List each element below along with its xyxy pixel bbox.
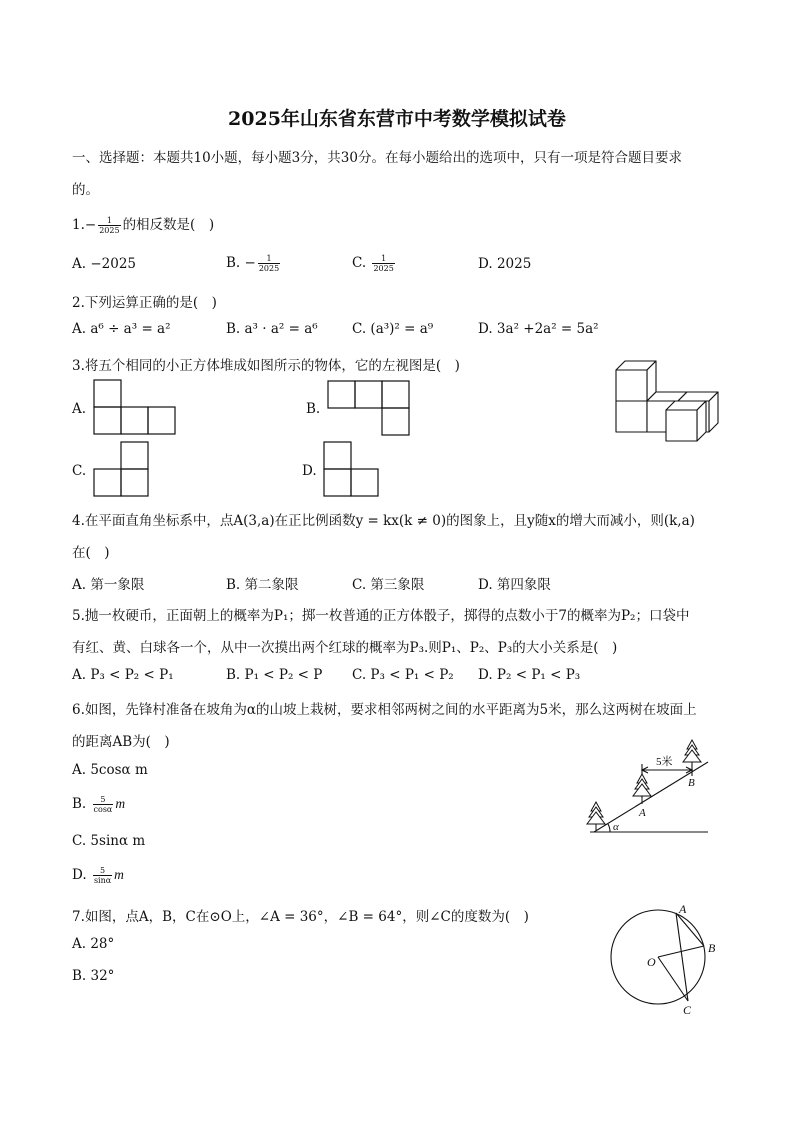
q3-label-b: B.	[306, 401, 321, 417]
question-2: 2.下列运算正确的是( )	[72, 295, 217, 311]
q6-b-num: 5	[93, 795, 114, 805]
q1-option-d	[478, 256, 531, 272]
q1-fraction	[98, 216, 120, 235]
question-5: 5.抛一枚硬币，正面朝上的概率为P₁；掷一枚普通的正方体骰子，掷得的点数小于7的概率为P₂；口袋中	[72, 608, 690, 624]
question-3: 3.将五个相同的小正方体堆成如图所示的物体，它的左视图是( )	[72, 358, 460, 374]
q1-b-label: B.	[226, 255, 241, 271]
tree-icon	[633, 774, 651, 804]
q1-option-a	[72, 256, 136, 272]
label-a: A	[679, 902, 687, 916]
q1-c-num: 1	[372, 254, 394, 264]
question-7: 7.如图，点A，B，C在⊙O上，∠A = 36°，∠B = 64°，则∠C的度数为( )	[72, 909, 529, 925]
q1-b-fraction	[258, 254, 280, 273]
q2-option-c: C. (a³)² = a⁹	[352, 321, 434, 337]
q4-option-b: B. 第二象限	[226, 577, 299, 593]
q1-text: 的相反数是( )	[122, 217, 215, 233]
q6-slope-figure	[584, 736, 712, 838]
q1-b-den: 2025	[258, 264, 280, 273]
q7-option-b: B. 32°	[72, 968, 115, 984]
question-6-cont: 的距离AB为( )	[72, 734, 170, 750]
q6-b-unit: m	[115, 796, 126, 811]
q3-option-a-view	[93, 379, 177, 437]
label-o: O	[647, 955, 656, 969]
q6-d-fraction	[93, 866, 112, 885]
q3-label-d: D.	[302, 463, 317, 479]
q6-option-c: C. 5sinα m	[72, 833, 146, 849]
q3-cube-stack-figure	[612, 357, 724, 443]
q1-b-minus: −	[244, 255, 256, 271]
question-4-cont: 在( )	[72, 545, 110, 561]
q1-option-c	[352, 254, 397, 273]
q5-option-a: A. P₃ < P₂ < P₁	[72, 667, 174, 683]
q3-option-c-view	[93, 441, 151, 499]
angle-label: α	[613, 821, 619, 833]
q1-d-label: D.	[478, 256, 493, 272]
q1-c-label: C.	[352, 255, 367, 271]
q6-d-label: D.	[72, 867, 87, 883]
tree-icon	[587, 802, 605, 830]
q4-option-c: C. 第三象限	[352, 577, 425, 593]
question-5-cont: 有红、黄、白球各一个，从中一次摸出两个红球的概率为P₃.则P₁、P₂、P₃的大小关系是( )	[72, 640, 618, 656]
q3-option-d-view	[323, 441, 381, 499]
q1-b-num: 1	[258, 254, 280, 264]
q6-option-b	[72, 795, 125, 814]
q6-option-a: A. 5cosα m	[72, 762, 148, 778]
q3-label-c: C.	[72, 463, 87, 479]
point-b-label: B	[688, 777, 695, 789]
q1-option-b	[226, 254, 282, 273]
q1-minus: −	[84, 217, 97, 233]
page-title: 2025年山东省东营市中考数学模拟试卷	[228, 108, 566, 130]
q5-option-c: C. P₃ < P₁ < P₂	[352, 667, 454, 683]
q1-frac-den: 2025	[99, 226, 120, 235]
point-a-label: A	[639, 807, 646, 819]
q6-d-unit: m	[114, 867, 124, 882]
q2-option-d: D. 3a² +2a² = 5a²	[478, 321, 599, 337]
distance-label: 5米	[656, 756, 673, 768]
q5-option-b: B. P₁ < P₂ < P	[226, 667, 323, 683]
q2-option-b: B. a³ · a² = a⁶	[226, 321, 318, 337]
q1-number: 1.	[72, 217, 85, 233]
segment-oc	[658, 957, 688, 1001]
q1-a-value: −2025	[90, 256, 137, 272]
q1-c-den: 2025	[373, 264, 394, 273]
q6-option-d	[72, 866, 124, 885]
q1-c-fraction	[372, 254, 394, 273]
q7-option-a: A. 28°	[72, 936, 115, 952]
q4-option-d: D. 第四象限	[478, 577, 551, 593]
q3-label-a: A.	[72, 401, 87, 417]
question-4: 4.在平面直角坐标系中，点A(3,a)在正比例函数y = kx(k ≠ 0)的图象上，且y随x的增大而减小，则(k,a)	[72, 513, 695, 529]
section-instructions: 一、选择题：本题共10小题，每小题3分，共30分。在每小题给出的选项中，只有一项是符合题目要求	[72, 150, 682, 166]
q1-a-label: A.	[72, 256, 87, 272]
label-c: C	[683, 1003, 692, 1017]
q5-option-d: D. P₂ < P₁ < P₃	[478, 667, 581, 683]
label-b: B	[708, 941, 716, 955]
q6-d-den: sinα	[93, 876, 112, 885]
segment-ac	[676, 913, 688, 1001]
q6-b-fraction	[93, 795, 114, 814]
q1-d-value: 2025	[496, 256, 532, 272]
q3-option-b-view	[327, 380, 411, 438]
q6-b-den: cosα	[93, 805, 113, 814]
section-instructions-cont: 的。	[72, 182, 99, 198]
q1-frac-num: 1	[98, 216, 120, 226]
question-6: 6.如图，先锋村准备在坡角为α的山坡上栽树，要求相邻两树之间的水平距离为5米，那么这两树在坡面上	[72, 702, 697, 718]
tree-icon	[683, 740, 701, 772]
slope-line	[594, 762, 708, 832]
q6-d-num: 5	[93, 866, 112, 876]
angle-arc	[608, 824, 610, 832]
q7-circle-figure	[604, 900, 724, 1020]
q2-option-a: A. a⁶ ÷ a³ = a²	[72, 321, 171, 337]
q6-b-label: B.	[72, 796, 87, 812]
question-1	[72, 213, 214, 235]
q4-option-a: A. 第一象限	[72, 577, 145, 593]
